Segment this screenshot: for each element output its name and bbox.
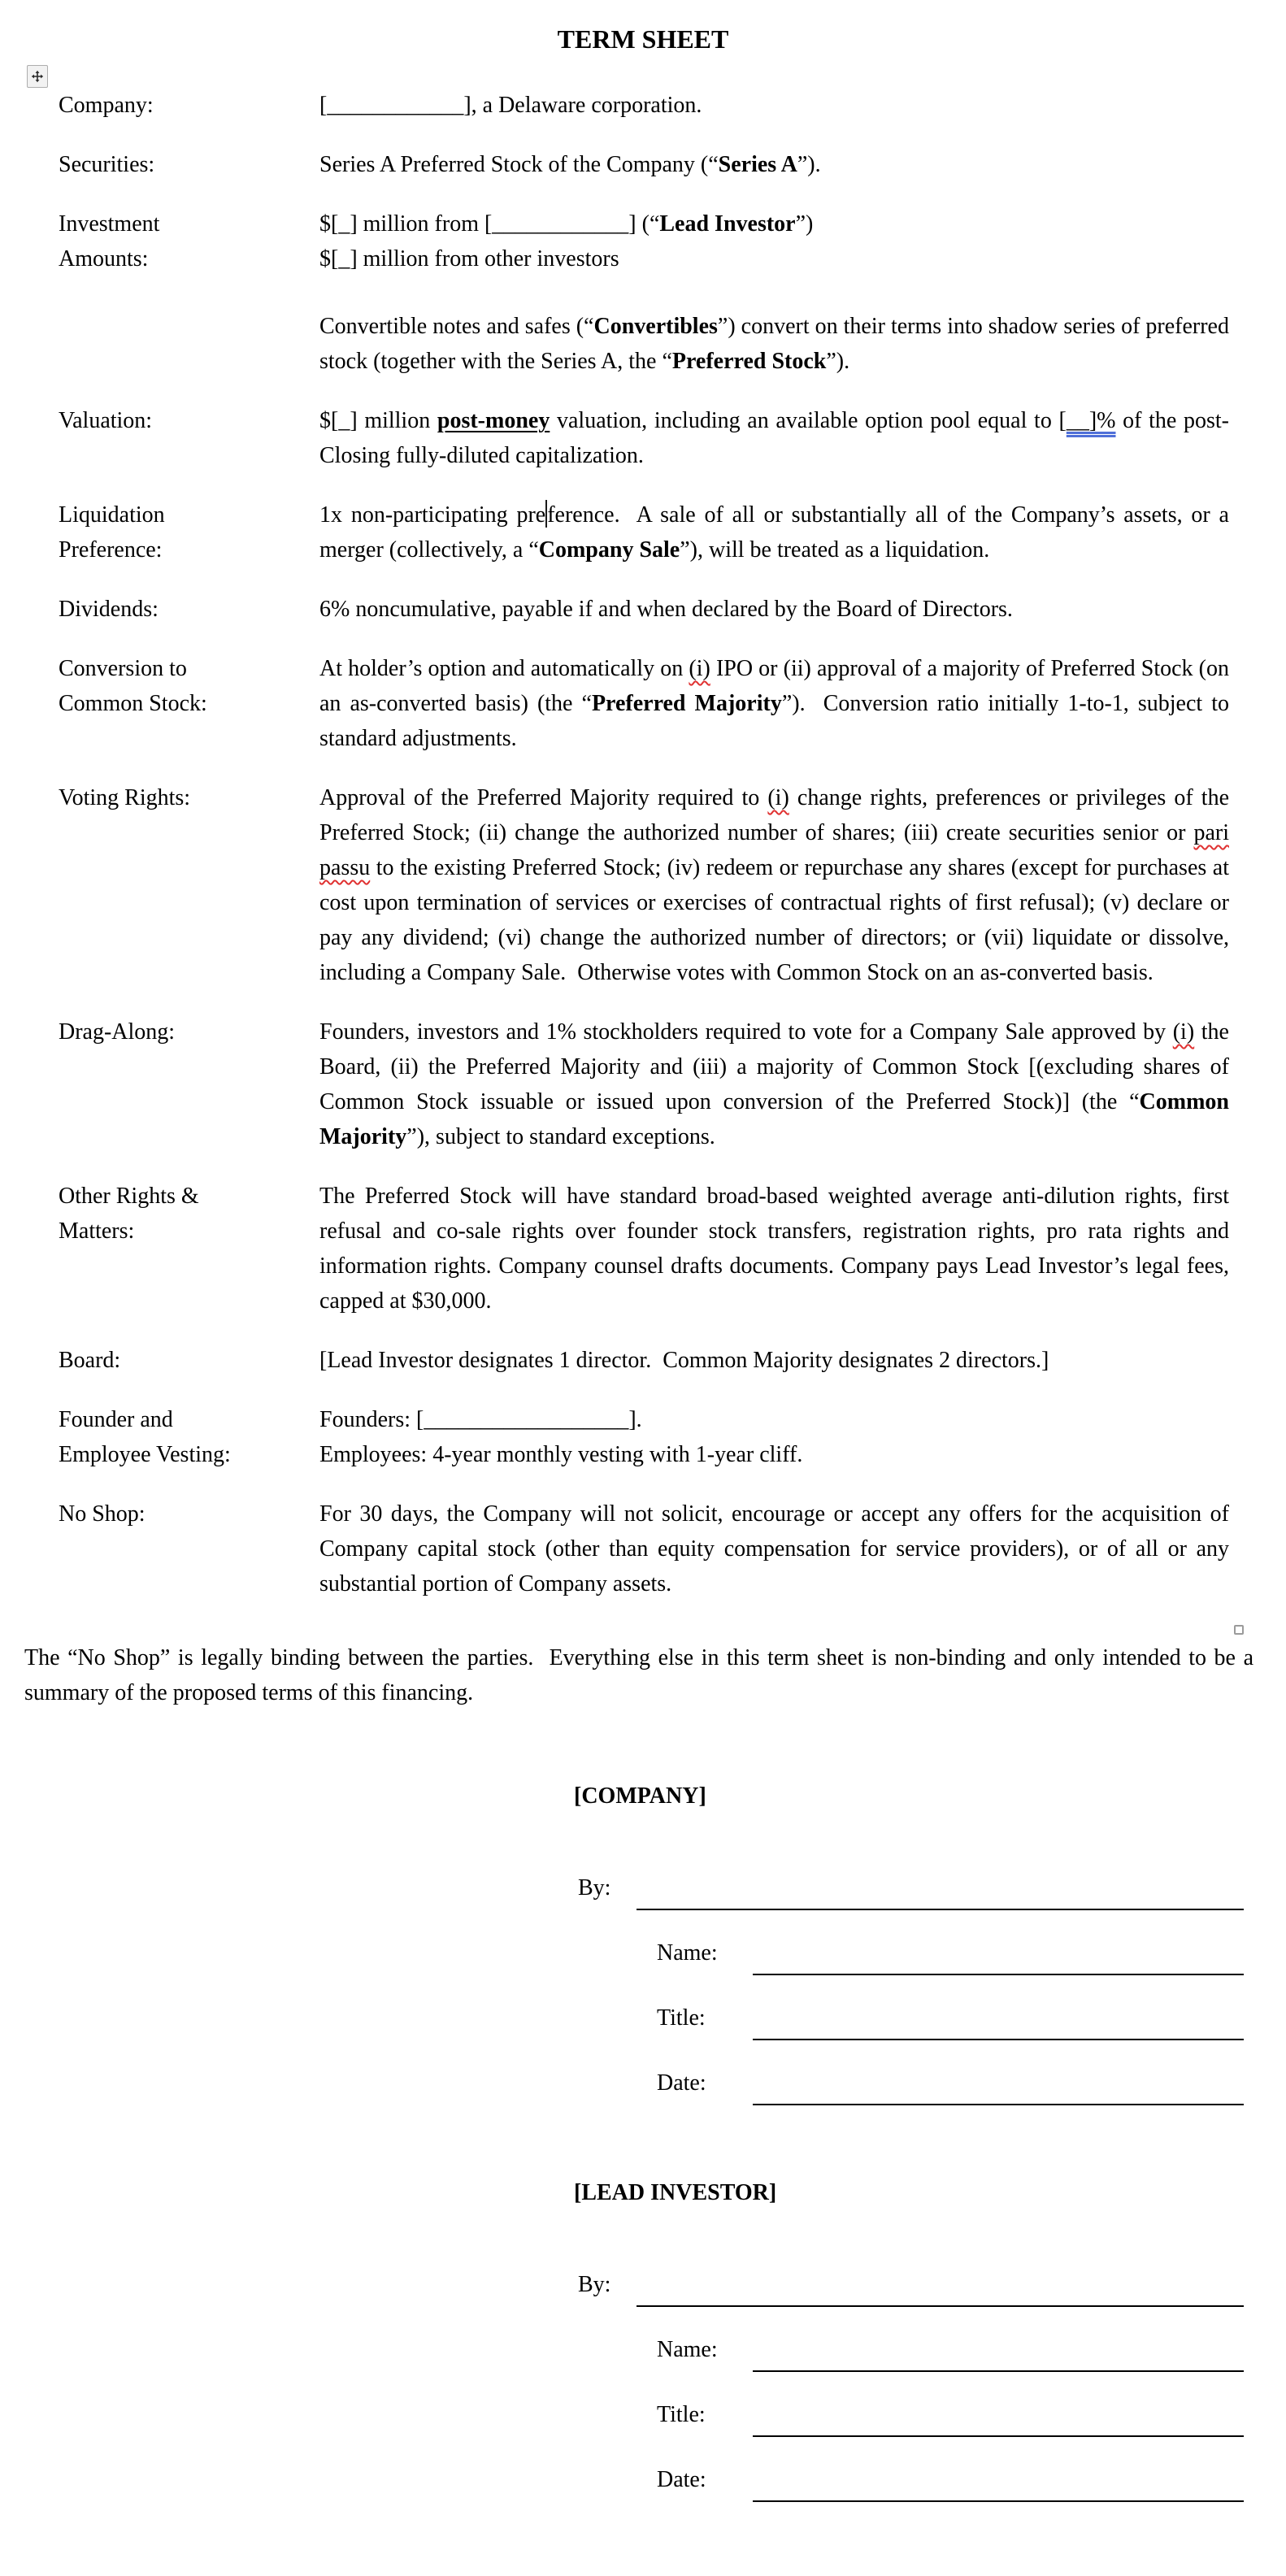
table-row bbox=[59, 88, 1229, 123]
spellcheck-flagged-text: (i) bbox=[767, 785, 789, 810]
row-label: Company: bbox=[59, 93, 154, 118]
text-run: $[_] million bbox=[319, 408, 437, 433]
table-row bbox=[59, 497, 1229, 567]
row-content bbox=[319, 497, 1229, 567]
row-content bbox=[319, 88, 1229, 123]
row-label: Board: bbox=[59, 1348, 121, 1373]
signature-line bbox=[753, 2104, 1244, 2105]
table-row bbox=[59, 147, 1229, 182]
table-resize-handle-icon[interactable] bbox=[1234, 1625, 1244, 1635]
text-run: ference. A sale of all or substantially all of the Company’s assets, or a merger (collectively, a “ bbox=[319, 502, 1229, 563]
bold-term: Lead Investor bbox=[659, 211, 796, 237]
signature-field-label: Date: bbox=[657, 2070, 706, 2096]
row-content bbox=[319, 1497, 1229, 1601]
text-run: [Lead Investor designates 1 director. Common Majority designates 2 directors.] bbox=[319, 1348, 1049, 1373]
row-paragraph bbox=[319, 403, 1229, 473]
signature-line bbox=[753, 2435, 1244, 2437]
row-paragraph bbox=[319, 1437, 1229, 1472]
row-label: Founder and Employee Vesting: bbox=[59, 1407, 231, 1467]
row-content bbox=[319, 403, 1229, 473]
table-row bbox=[59, 651, 1229, 756]
row-paragraph bbox=[319, 1014, 1229, 1154]
text-run: Founders, investors and 1% stockholders required to vote for a Company Sale approved by bbox=[319, 1019, 1173, 1045]
table-row bbox=[59, 1179, 1229, 1318]
row-label: Investment Amounts: bbox=[59, 211, 160, 272]
text-run: For 30 days, the Company will not solicit, encourage or accept any offers for the acquisition of Company capital stock (other than equity compensation for service providers), or of all or any substantial portion of Company assets. bbox=[319, 1501, 1229, 1596]
text-run: [____________], a Delaware corporation. bbox=[319, 93, 702, 118]
row-content bbox=[319, 1343, 1229, 1378]
text-run: the Board, (ii) the Preferred Majority and (iii) a majority of Common Stock [(excluding shares of Common Stock issuable or issued upon conversion of the Preferred Stock)] (the “ bbox=[319, 1019, 1229, 1114]
text-run: $[_] million from other investors bbox=[319, 246, 619, 272]
binding-paragraph: The “No Shop” is legally binding between the parties. Everything else in this term sheet is non-binding and only intended to be a summary of the proposed terms of this financing. bbox=[24, 1645, 1253, 1705]
row-label: Valuation: bbox=[59, 408, 153, 433]
row-label: Dividends: bbox=[59, 597, 159, 622]
signature-section bbox=[0, 1779, 1286, 2497]
table-move-handle-icon[interactable] bbox=[27, 65, 48, 88]
row-paragraph bbox=[319, 1402, 1229, 1437]
bold-term: Series A bbox=[718, 152, 797, 177]
text-run: The Preferred Stock will have standard broad-based weighted average anti-dilution rights, first refusal and co-sale rights over founder stock transfers, registration rights, pro rata rights and information rights. Company counsel drafts documents. Company pays Lead Investor’s legal fees, capped at $30,000. bbox=[319, 1184, 1229, 1314]
row-paragraph bbox=[319, 309, 1229, 379]
row-content bbox=[319, 1402, 1229, 1472]
signature-field-label: Name: bbox=[657, 1940, 718, 1966]
text-run: $[_] million from [____________] (“ bbox=[319, 211, 660, 237]
table-row bbox=[59, 1402, 1229, 1472]
signature-field-label: Title: bbox=[657, 2005, 706, 2031]
table-row bbox=[59, 403, 1229, 473]
text-run: Convertible notes and safes (“ bbox=[319, 314, 594, 339]
text-run: Employees: 4-year monthly vesting with 1-year cliff. bbox=[319, 1442, 803, 1467]
signature-heading: [LEAD INVESTOR] bbox=[574, 2180, 777, 2205]
text-run: 1x non-participating pre bbox=[319, 502, 546, 528]
signature-field-row bbox=[574, 2066, 1244, 2100]
table-row bbox=[59, 592, 1229, 627]
spellcheck-flagged-text: pari bbox=[1193, 820, 1229, 845]
row-paragraph bbox=[319, 147, 1229, 182]
text-run: Approval of the Preferred Majority required to bbox=[319, 785, 768, 810]
signature-field-label: By: bbox=[578, 1875, 611, 1901]
row-label: Securities: bbox=[59, 152, 155, 177]
signature-field-label: Name: bbox=[657, 2337, 718, 2362]
row-paragraph bbox=[319, 1343, 1229, 1378]
table-row bbox=[59, 780, 1229, 990]
row-content bbox=[319, 780, 1229, 990]
row-paragraph bbox=[319, 592, 1229, 627]
document-title: TERM SHEET bbox=[557, 24, 729, 54]
signature-field-label: Title: bbox=[657, 2402, 706, 2427]
text-run: 6% noncumulative, payable if and when declared by the Board of Directors. bbox=[319, 597, 1013, 622]
signature-heading: [COMPANY] bbox=[574, 1783, 706, 1809]
spellcheck-flagged-text: passu bbox=[319, 855, 371, 880]
text-run: of the post-Closing fully-diluted capitalization. bbox=[319, 408, 1230, 468]
row-content bbox=[319, 1014, 1229, 1154]
signature-field-row bbox=[574, 2397, 1244, 2432]
spellcheck-flagged-text: (i) bbox=[689, 656, 710, 681]
row-label: Voting Rights: bbox=[59, 785, 191, 810]
row-content bbox=[319, 206, 1229, 379]
text-run: ”), will be treated as a liquidation. bbox=[680, 537, 990, 563]
term-sheet-table bbox=[59, 88, 1229, 1601]
row-content bbox=[319, 651, 1229, 756]
signature-field-label: Date: bbox=[657, 2467, 706, 2492]
text-run: change rights, preferences or privileges of the Preferred Stock; (ii) change the authorized number of shares; (iii) create securities senior or bbox=[319, 785, 1230, 845]
row-paragraph bbox=[319, 1497, 1229, 1601]
signature-field-row bbox=[574, 2332, 1244, 2367]
row-paragraph bbox=[319, 497, 1229, 567]
signature-line bbox=[753, 1974, 1244, 1975]
signature-field-row bbox=[574, 2462, 1244, 2497]
signature-line bbox=[636, 2305, 1244, 2307]
text-run: At holder’s option and automatically on bbox=[319, 656, 689, 681]
text-run: Series A Preferred Stock of the Company (“ bbox=[319, 152, 719, 177]
row-paragraph bbox=[319, 206, 1229, 241]
bold-term: Preferred Majority bbox=[591, 691, 782, 716]
row-label: Drag-Along: bbox=[59, 1019, 176, 1045]
signature-field-row bbox=[574, 1870, 1244, 1905]
row-label: Liquidation Preference: bbox=[59, 502, 165, 563]
signature-line bbox=[753, 2039, 1244, 2040]
table-row bbox=[59, 1343, 1229, 1378]
row-paragraph bbox=[319, 651, 1229, 756]
row-paragraph bbox=[319, 780, 1229, 990]
text-run: ”) convert on their terms into shadow series of preferred stock (together with the Series A, the “ bbox=[319, 314, 1229, 374]
signature-line bbox=[753, 2370, 1244, 2372]
table-row bbox=[59, 1014, 1229, 1154]
text-run: ”). bbox=[826, 349, 850, 374]
row-paragraph bbox=[319, 88, 1229, 123]
signature-line bbox=[753, 2500, 1244, 2502]
bold-term: Preferred Stock bbox=[671, 349, 827, 374]
text-run: IPO or (ii) approval of a majority of Preferred Stock (on an as-converted basis) (the “ bbox=[319, 656, 1229, 716]
bold-underline-term: post-money bbox=[437, 408, 550, 433]
row-label: Conversion to Common Stock: bbox=[59, 656, 207, 716]
text-run: ”) bbox=[795, 211, 814, 237]
row-content bbox=[319, 592, 1229, 627]
text-run: valuation, including an available option pool equal to [ bbox=[550, 408, 1067, 433]
signature-field-row bbox=[574, 2267, 1244, 2302]
signature-field-label: By: bbox=[578, 2272, 611, 2297]
bold-term: Company Sale bbox=[538, 537, 680, 563]
text-run: ”). bbox=[797, 152, 821, 177]
text-run: to the existing Preferred Stock; (iv) redeem or repurchase any shares (except for purchases at cost upon termination of services or exercises of contractual rights of first refusal); (v) declare or pay any dividend; (vi) change the authorized number of directors; or (vii) liquidate or dissolve, including a Company Sale. Otherwise votes with Common Stock on an as-converted basis. bbox=[319, 855, 1229, 985]
row-paragraph bbox=[319, 1179, 1229, 1318]
signature-field-row bbox=[574, 2000, 1244, 2035]
signature-line bbox=[636, 1909, 1244, 1910]
signature-field-row bbox=[574, 1935, 1244, 1970]
spellcheck-flagged-text: (i) bbox=[1172, 1019, 1195, 1045]
bold-term: Common Majority bbox=[319, 1089, 1229, 1149]
text-run: ”). Conversion ratio initially 1-to-1, subject to standard adjustments. bbox=[319, 691, 1229, 751]
row-label: No Shop: bbox=[59, 1501, 146, 1527]
row-paragraph bbox=[319, 241, 1229, 276]
table-row bbox=[59, 206, 1229, 379]
row-content bbox=[319, 1179, 1229, 1318]
grammar-flagged-text: __]% bbox=[1066, 408, 1116, 433]
table-row bbox=[59, 1497, 1229, 1601]
bold-term: Convertibles bbox=[593, 314, 718, 339]
text-run: ”), subject to standard exceptions. bbox=[406, 1124, 715, 1149]
row-label: Other Rights & Matters: bbox=[59, 1184, 199, 1244]
row-content bbox=[319, 147, 1229, 182]
move-cross-icon bbox=[31, 70, 44, 83]
text-run: Founders: [__________________]. bbox=[319, 1407, 642, 1432]
